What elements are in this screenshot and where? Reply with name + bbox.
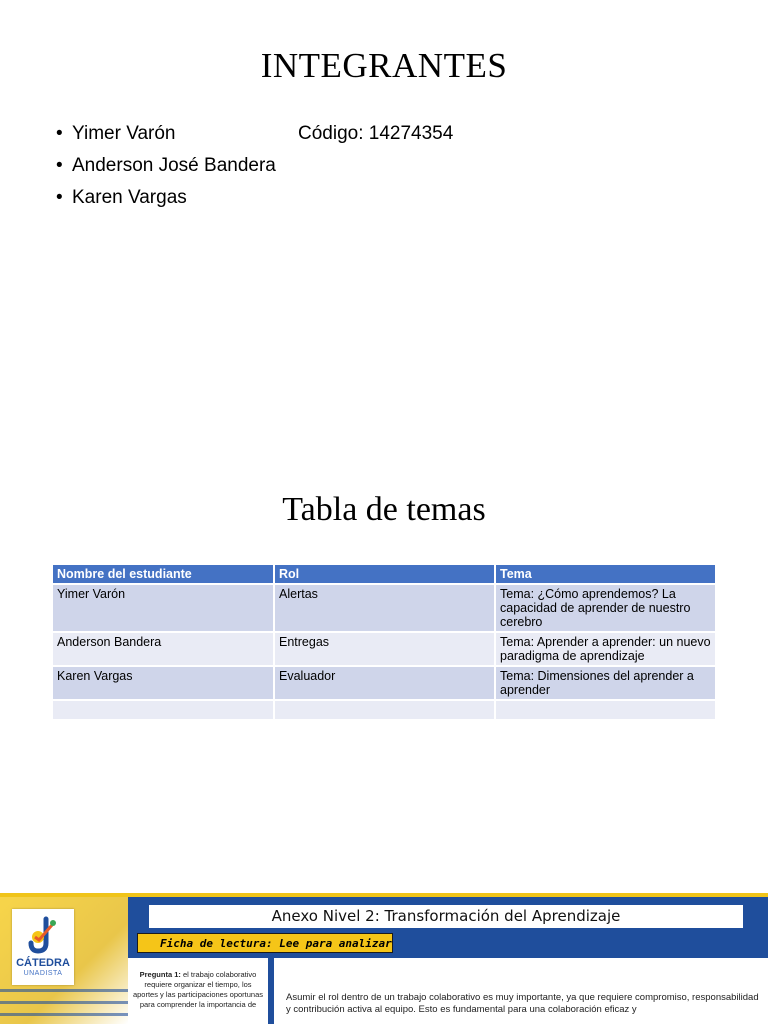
header-topic: Tema	[495, 565, 715, 584]
cell-topic	[495, 700, 715, 719]
member-name: Karen Vargas	[72, 187, 187, 208]
ficha-label: Ficha de lectura: Lee para analizar	[137, 933, 393, 953]
members-list	[56, 120, 453, 216]
question-box	[128, 958, 268, 1024]
member-name: Yimer Varón	[72, 123, 176, 144]
catedra-logo-icon	[26, 915, 60, 955]
anexo-header: Anexo Nivel 2: Transformación del Aprendizaje	[148, 904, 744, 929]
topics-table	[53, 565, 715, 719]
question-text: el trabajo colaborativo requiere organizar el tiempo, los aportes y las participaciones oportunas para comprender la importancia de	[132, 970, 264, 1009]
cell-student	[53, 700, 274, 719]
decor-stripe	[0, 1001, 128, 1004]
member-name: Anderson José Bandera	[72, 155, 276, 176]
question-label: Pregunta 1:	[139, 970, 181, 979]
table-row-empty	[53, 700, 715, 719]
cell-role: Entregas	[274, 632, 495, 666]
logo-subtext: UNADISTA	[23, 970, 63, 977]
table-row	[53, 666, 715, 700]
integrantes-title: INTEGRANTES	[260, 46, 508, 85]
member-item	[56, 152, 453, 184]
table-row	[53, 584, 715, 632]
decor-stripe	[0, 989, 128, 992]
header-role: Rol	[274, 565, 495, 584]
bullet-icon: •	[56, 155, 63, 176]
cell-student: Karen Vargas	[53, 666, 274, 700]
member-code: Código: 14274354	[298, 123, 454, 144]
cell-student: Yimer Varón	[53, 584, 274, 632]
cell-role: Alertas	[274, 584, 495, 632]
decor-stripe	[0, 1013, 128, 1016]
cell-topic: Tema: Dimensiones del aprender a aprender	[495, 666, 715, 700]
header-student: Nombre del estudiante	[53, 565, 274, 584]
logo-panel	[0, 897, 128, 1024]
table-header-row	[53, 565, 715, 584]
member-item	[56, 120, 453, 152]
cell-role	[274, 700, 495, 719]
cell-role: Evaluador	[274, 666, 495, 700]
cell-topic: Tema: Aprender a aprender: un nuevo paradigma de aprendizaje	[495, 632, 715, 666]
tabla-temas-title: Tabla de temas	[282, 491, 486, 528]
logo-text: CÁTEDRA	[16, 957, 70, 969]
catedra-logo	[12, 909, 74, 985]
cell-student: Anderson Bandera	[53, 632, 274, 666]
member-item	[56, 184, 453, 216]
bullet-icon: •	[56, 187, 63, 208]
answer-box: Asumir el rol dentro de un trabajo colaborativo es muy importante, ya que requiere compromiso, responsabilidad y contribución activa al equipo. Esto es fundamental para una colaboración eficaz y	[272, 958, 768, 1024]
bullet-icon: •	[56, 123, 63, 144]
cell-topic: Tema: ¿Cómo aprendemos? La capacidad de aprender de nuestro cerebro	[495, 584, 715, 632]
table-row	[53, 632, 715, 666]
